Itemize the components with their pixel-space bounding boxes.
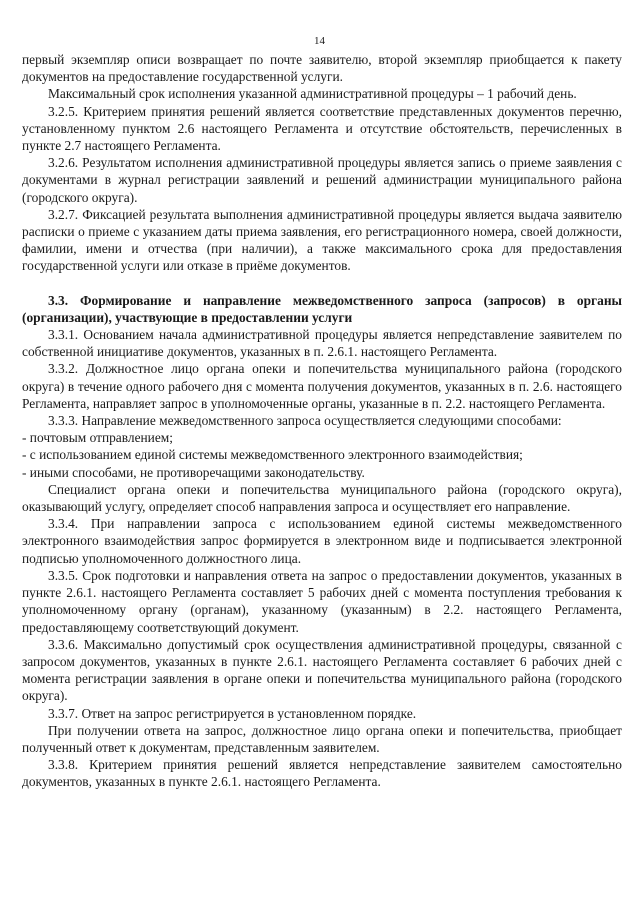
paragraph-max-term: Максимальный срок исполнения указанной административной процедуры – 1 рабочий день.: [48, 86, 577, 102]
paragraph-3-3-7: 3.3.7. Ответ на запрос регистрируется в установленном порядке.: [48, 705, 417, 721]
list-item-post: - почтовым отправлением;: [22, 430, 173, 446]
paragraph-3-3-8: 3.3.8. Критерием принятия решений является непредставление заявителем самостоятельно документов, указанных в пункте 2.6.1. настоящего Регламента.: [22, 757, 622, 790]
list-item-smev: - с использованием единой системы межведомственного электронного взаимодействия;: [22, 447, 523, 463]
document-body: [22, 51, 622, 791]
paragraph-3-3-6: 3.3.6. Максимально допустимый срок осуществления административной процедуры, связанной с запросом документов, указанных в пункте 2.6.1. настоящего Регламента составляет 6 рабочих дней с момента регистрации заявления в органе опеки и попечительства муниципального района (городского округа).: [22, 636, 622, 704]
paragraph-3-3-3: 3.3.3. Направление межведомственного запроса осуществляется следующими способами:: [48, 413, 562, 429]
paragraph-3-2-6: 3.2.6. Результатом исполнения административной процедуры является запись о приеме заявления с документами в журнал регистрации заявлений и решений администрации муниципального района (городского округа).: [22, 155, 622, 205]
paragraph-3-3-5: 3.3.5. Срок подготовки и направления ответа на запрос о предоставлении документов, указанных в пункте 2.6.1. настоящего Регламента составляет 5 рабочих дней с момента поступления требования к уполномоченному органу (органам), указанному (указанным) в 2.2. настоящего Регламента, предоставляющему соответствующий документ.: [22, 567, 622, 635]
paragraph-3-3-1: 3.3.1. Основанием начала административной процедуры является непредставление заявителем по собственной инициативе документов, указанных в п. 2.6.1. настоящего Регламента.: [22, 327, 622, 360]
paragraph-3-2-5: 3.2.5. Критерием принятия решений является соответствие представленных документов перечню, установленному пунктом 2.6 настоящего Регламента и отсутствие обстоятельств, перечисленных в пункте 2.7 настоящего Регламента.: [22, 103, 622, 154]
section-heading-3-3: 3.3. Формирование и направление межведомственного запроса (запросов) в органы (организации), участвующие в предоставлении услуги: [22, 292, 622, 325]
paragraph-response: При получении ответа на запрос, должностное лицо органа опеки и попечительства, приобщает полученный ответ к документам, представленным заявителем.: [22, 722, 622, 755]
paragraph-specialist: Специалист органа опеки и попечительства муниципального района (городского округа), оказывающий услугу, определяет способ направления запроса и осуществляет его направление.: [22, 481, 622, 515]
paragraph-3-3-4: 3.3.4. При направлении запроса с использованием единой системы межведомственного электронного взаимодействия запрос формируется в электронном виде и подписывается электронной подписью уполномоченного должностного лица.: [22, 516, 622, 566]
paragraph-continuation: первый экземпляр описи возвращает по почте заявителю, второй экземпляр приобщается к пакету документов на предоставление государственной услуги.: [22, 52, 622, 85]
paragraph-3-3-2: 3.3.2. Должностное лицо органа опеки и попечительства муниципального района (городского округа) в течение одного рабочего дня с момента получения документов, указанных в п. 2.6. настоящего Регламента, направляет запрос в уполномоченные органы, указанные в п. 2.2. настоящего Регламента.: [22, 361, 622, 411]
page-number: 14: [314, 35, 325, 47]
paragraph-3-2-7: 3.2.7. Фиксацией результата выполнения административной процедуры является выдача заявителю расписки о приеме с указанием даты приема заявления, его регистрационного номера, своей должности, фамилии, имени и отчества (при наличии), а также максимального срока для предоставления государственной услуги или отказе в приёме документов.: [22, 206, 622, 274]
list-item-other: - иными способами, не противоречащими законодательству.: [22, 464, 365, 480]
